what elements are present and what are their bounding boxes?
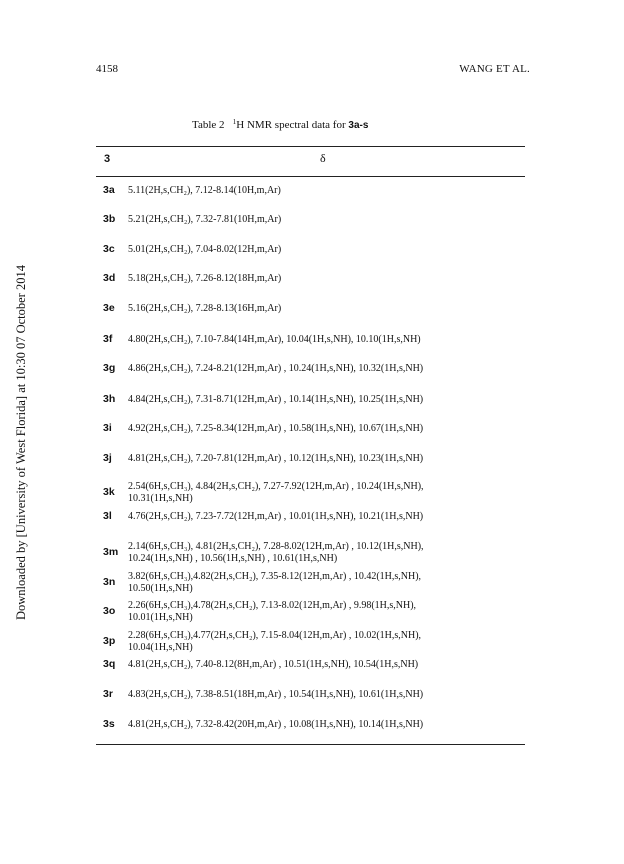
row-label-3c: 3c [103, 243, 115, 255]
running-head: WANG ET AL. [459, 63, 530, 75]
row-shifts-line: 4.83(2H,s,CH₂), 7.38-8.51(18H,m,Ar) , 10.54(1H,s,NH), 10.61(1H,s,NH) [128, 689, 424, 700]
caption-main: H NMR spectral data for [236, 119, 346, 131]
row-label-3s: 3s [103, 718, 115, 730]
row-shifts-line: 4.80(2H,s,CH₂), 7.10-7.84(14H,m,Ar), 10.04(1H,s,NH), 10.10(1H,s,NH) [128, 334, 421, 345]
row-shifts-3p [128, 630, 421, 654]
row-shifts-3i [128, 423, 423, 435]
table-top-rule [96, 146, 525, 147]
row-shifts-line: 2.28(6H,s,CH₃),4.77(2H,s,CH₂), 7.15-8.04(12H,m,Ar) , 10.02(1H,s,NH), [128, 630, 422, 641]
col-header-compound: 3 [104, 153, 111, 165]
row-shifts-3g [128, 363, 423, 375]
download-side-note: Downloaded by [University of West Florida] at 10:30 07 October 2014 [14, 265, 28, 620]
caption-superscript: 1 [232, 118, 237, 126]
table-header-rule [96, 176, 525, 177]
row-shifts-line: 4.81(2H,s,CH₂), 7.20-7.81(12H,m,Ar) , 10.12(1H,s,NH), 10.23(1H,s,NH) [128, 453, 424, 464]
row-shifts-line: 10.24(1H,s,NH) , 10.56(1H,s,NH) , 10.61(1H,s,NH) [128, 553, 338, 564]
row-shifts-line: 10.04(1H,s,NH) [128, 642, 193, 653]
row-label-3l: 3l [103, 510, 112, 522]
row-shifts-line: 2.54(6H,s,CH₃), 4.84(2H,s,CH₂), 7.27-7.92(12H,m,Ar) , 10.24(1H,s,NH), [128, 481, 424, 492]
row-shifts-3e [128, 303, 281, 315]
row-shifts-3o [128, 600, 416, 624]
row-shifts-line: 4.84(2H,s,CH₂), 7.31-8.71(12H,m,Ar) , 10.14(1H,s,NH), 10.25(1H,s,NH) [128, 394, 424, 405]
row-shifts-3h [128, 394, 423, 406]
row-label-3b: 3b [103, 213, 116, 225]
row-shifts-line: 5.21(2H,s,CH₂), 7.32-7.81(10H,m,Ar) [128, 214, 282, 225]
row-shifts-line: 4.81(2H,s,CH₂), 7.40-8.12(8H,m,Ar) , 10.51(1H,s,NH), 10.54(1H,s,NH) [128, 659, 419, 670]
row-label-3a: 3a [103, 184, 115, 196]
row-shifts-line: 10.50(1H,s,NH) [128, 583, 193, 594]
row-shifts-3l [128, 511, 423, 523]
row-label-3d: 3d [103, 272, 116, 284]
row-shifts-3s [128, 719, 423, 731]
row-label-3i: 3i [103, 422, 112, 434]
row-shifts-3j [128, 453, 423, 465]
row-shifts-line: 4.76(2H,s,CH₂), 7.23-7.72(12H,m,Ar) , 10.01(1H,s,NH), 10.21(1H,s,NH) [128, 511, 424, 522]
row-label-3h: 3h [103, 393, 116, 405]
row-label-3f: 3f [103, 333, 113, 345]
row-label-3j: 3j [103, 452, 112, 464]
caption-prefix: Table 2 [192, 119, 225, 131]
row-shifts-3d [128, 273, 281, 285]
row-label-3p: 3p [103, 635, 116, 647]
row-shifts-line: 4.92(2H,s,CH₂), 7.25-8.34(12H,m,Ar) , 10.58(1H,s,NH), 10.67(1H,s,NH) [128, 423, 424, 434]
row-shifts-line: 10.31(1H,s,NH) [128, 493, 193, 504]
row-label-3n: 3n [103, 576, 116, 588]
row-shifts-3c [128, 244, 281, 256]
row-shifts-3n [128, 571, 421, 595]
row-label-3k: 3k [103, 486, 115, 498]
page-number: 4158 [96, 63, 118, 75]
row-shifts-3f [128, 334, 421, 346]
row-shifts-line: 2.14(6H,s,CH₃), 4.81(2H,s,CH₂), 7.28-8.02(12H,m,Ar) , 10.12(1H,s,NH), [128, 541, 424, 552]
row-shifts-3r [128, 689, 423, 701]
row-label-3r: 3r [103, 688, 113, 700]
row-shifts-3q [128, 659, 418, 671]
table-caption [192, 118, 368, 131]
row-shifts-line: 5.11(2H,s,CH₂), 7.12-8.14(10H,m,Ar) [128, 185, 281, 196]
row-shifts-line: 4.86(2H,s,CH₂), 7.24-8.21(12H,m,Ar) , 10.24(1H,s,NH), 10.32(1H,s,NH) [128, 363, 424, 374]
row-label-3o: 3o [103, 605, 116, 617]
row-shifts-3a [128, 185, 281, 197]
col-header-delta: δ [320, 151, 326, 165]
row-label-3e: 3e [103, 302, 115, 314]
row-shifts-3b [128, 214, 281, 226]
row-label-3q: 3q [103, 658, 116, 670]
row-shifts-line: 10.01(1H,s,NH) [128, 612, 193, 623]
row-shifts-3m [128, 541, 424, 565]
row-shifts-3k [128, 481, 424, 505]
row-shifts-line: 2.26(6H,s,CH₃),4.78(2H,s,CH₂), 7.13-8.02(12H,m,Ar) , 9.98(1H,s,NH), [128, 600, 417, 611]
row-shifts-line: 5.18(2H,s,CH₂), 7.26-8.12(18H,m,Ar) [128, 273, 282, 284]
row-label-3g: 3g [103, 362, 116, 374]
row-label-3m: 3m [103, 546, 119, 558]
row-shifts-line: 3.82(6H,s,CH₃),4.82(2H,s,CH₂), 7.35-8.12(12H,m,Ar) , 10.42(1H,s,NH), [128, 571, 422, 582]
table-bottom-rule [96, 744, 525, 745]
row-shifts-line: 5.16(2H,s,CH₂), 7.28-8.13(16H,m,Ar) [128, 303, 282, 314]
row-shifts-line: 5.01(2H,s,CH₂), 7.04-8.02(12H,m,Ar) [128, 244, 282, 255]
caption-bold: 3a-s [348, 120, 369, 131]
row-shifts-line: 4.81(2H,s,CH₂), 7.32-8.42(20H,m,Ar) , 10.08(1H,s,NH), 10.14(1H,s,NH) [128, 719, 424, 730]
